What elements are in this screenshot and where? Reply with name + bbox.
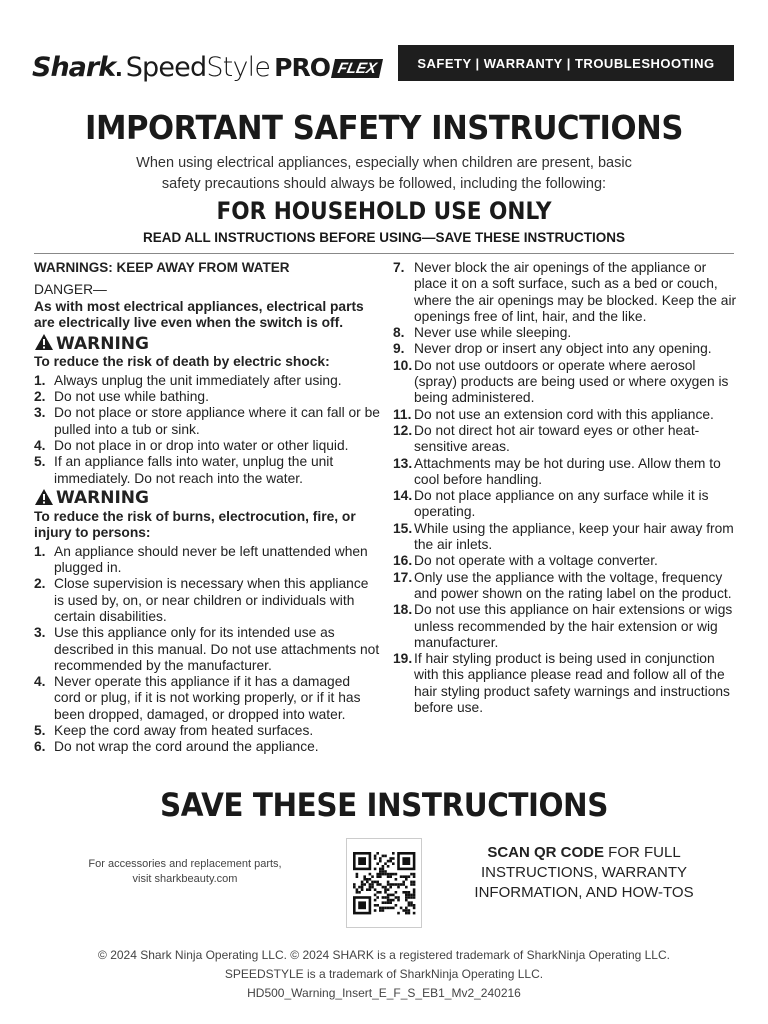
list-item-number: 15. xyxy=(393,520,413,536)
brand-speed: Speed xyxy=(125,52,207,83)
warning-1-subtitle: To reduce the risk of death by electric shock: xyxy=(34,354,330,370)
list-item xyxy=(393,456,738,489)
list-item-number: 9. xyxy=(393,341,405,357)
warning-heading-2: WARNING xyxy=(34,488,380,509)
list-item-text: Never drop or insert any object into any opening. xyxy=(414,341,712,357)
list-item-number: 2. xyxy=(34,576,46,592)
qr-code-icon xyxy=(352,843,416,923)
list-item xyxy=(393,423,738,456)
left-column xyxy=(34,260,380,756)
list-item-text: If hair styling product is being used in conjunction with this appliance please read and follow all of the hair styling product safety warnings and instructions before use. xyxy=(414,651,730,716)
warning-triangle-icon xyxy=(34,488,54,509)
list-item-text: Keep the cord away from heated surfaces. xyxy=(54,723,314,739)
list-item xyxy=(34,373,380,389)
list-item xyxy=(34,405,380,438)
list-item-text: Do not direct hot air toward eyes or other heat-sensitive areas. xyxy=(414,422,700,455)
list-item xyxy=(34,389,380,405)
list-item xyxy=(393,358,738,407)
list-item xyxy=(393,602,738,651)
list-item-text: Do not use this appliance on hair extensions or wigs unless recommended by the hair extension or wig manufacturer. xyxy=(414,602,733,650)
list-item-number: 19. xyxy=(393,651,413,667)
list-item-number: 3. xyxy=(34,625,46,641)
list-item-text: Do not wrap the cord around the appliance. xyxy=(54,739,319,755)
list-item xyxy=(34,544,380,577)
household-use-heading: FOR HOUSEHOLD USE ONLY xyxy=(216,197,552,225)
water-warning-heading: WARNINGS: KEEP AWAY FROM WATER xyxy=(34,260,290,275)
list-item xyxy=(34,674,380,723)
list-item-text: Do not place in or drop into water or other liquid. xyxy=(54,437,349,453)
list-item-text: Do not operate with a voltage converter. xyxy=(414,553,658,569)
brand-flex-badge: FLEX xyxy=(331,59,383,78)
list-item-text: Do not place appliance on any surface while it is operating. xyxy=(414,488,709,520)
right-column xyxy=(393,260,738,716)
list-item-number: 13. xyxy=(393,455,413,471)
brand-pro: PRO xyxy=(274,53,330,82)
accessories-note: For accessories and replacement parts, visit sharkbeauty.com xyxy=(88,858,282,885)
read-all-notice: READ ALL INSTRUCTIONS BEFORE USING—SAVE THESE INSTRUCTIONS xyxy=(142,230,626,245)
safety-list-continued xyxy=(393,260,738,716)
list-item-number: 16. xyxy=(393,553,413,569)
danger-text: As with most electrical appliances, electrical parts are electrically live even when the switch is off. xyxy=(34,298,364,330)
list-item-number: 17. xyxy=(393,569,413,585)
brand-logo: Shark . Speed Style PRO FLEX xyxy=(32,52,381,83)
warning-triangle-icon xyxy=(34,333,54,354)
list-item-number: 2. xyxy=(34,389,46,405)
list-item-text: Always unplug the unit immediately after using. xyxy=(54,372,342,388)
warning-heading-1: WARNING xyxy=(34,333,380,354)
list-item-text: Do not use outdoors or operate where aerosol (spray) products are being used or where oxygen is being administered. xyxy=(414,357,729,406)
list-item-text: Close supervision is necessary when this appliance is used by, on, or near children or individuals with certain disabilities. xyxy=(54,576,369,624)
list-item-text: Do not use while bathing. xyxy=(54,389,209,405)
list-item-text: Never block the air openings of the appliance or place it on a soft surface, such as a bed or couch, where the air openings may be blocked. Keep the air openings free of lint, hair, and the like. xyxy=(414,260,737,324)
divider xyxy=(34,253,734,254)
warning-2-subtitle: To reduce the risk of burns, electrocution, fire, or injury to persons: xyxy=(34,509,356,541)
list-item-text: Never use while sleeping. xyxy=(414,325,572,341)
list-item xyxy=(393,488,738,521)
list-item xyxy=(393,521,738,554)
list-item-number: 4. xyxy=(34,674,46,690)
list-item-number: 11. xyxy=(393,406,412,422)
list-item xyxy=(34,576,380,625)
list-item-number: 7. xyxy=(393,260,405,275)
list-item xyxy=(393,260,738,325)
list-item xyxy=(393,570,738,603)
list-item-text: Attachments may be hot during use. Allow them to cool before handling. xyxy=(414,455,721,487)
list-item-text: Only use the appliance with the voltage, frequency and power shown on the rating label on the product. xyxy=(414,569,732,601)
list-item-number: 5. xyxy=(34,723,46,739)
brand-shark: Shark xyxy=(32,52,116,83)
list-item-text: Never operate this appliance if it has a damaged cord or plug, if it is not working properly, or if it has been dropped, damaged, or dropped into water. xyxy=(54,674,361,722)
list-item xyxy=(393,325,738,341)
header xyxy=(32,44,734,84)
list-item-number: 14. xyxy=(393,488,413,504)
scan-qr-text: SCAN QR CODE FOR FULL INSTRUCTIONS, WARRANTY INFORMATION, AND HOW-TOS xyxy=(474,844,694,901)
qr-code[interactable] xyxy=(346,838,422,928)
list-item-number: 18. xyxy=(393,602,413,618)
list-item xyxy=(34,454,380,487)
list-item xyxy=(34,723,380,739)
list-item-text: Do not place or store appliance where it can fall or be pulled into a tub or sink. xyxy=(54,405,380,437)
danger-label: DANGER— xyxy=(34,282,107,298)
list-item xyxy=(393,553,738,569)
list-item-number: 4. xyxy=(34,437,46,453)
list-item-number: 6. xyxy=(34,739,46,755)
list-item xyxy=(34,739,380,755)
list-item xyxy=(34,625,380,674)
list-item-text: If an appliance falls into water, unplug the unit immediately. Do not reach into the water. xyxy=(54,454,334,486)
list-item-number: 1. xyxy=(34,543,46,559)
brand-style: Style xyxy=(206,52,271,83)
list-item-text: While using the appliance, keep your hair away from the air inlets. xyxy=(414,520,734,553)
list-item-number: 1. xyxy=(34,372,46,388)
list-item-number: 12. xyxy=(393,422,413,438)
list-item-number: 8. xyxy=(393,325,405,341)
list-item xyxy=(393,341,738,357)
list-item-text: An appliance should never be left unattended when plugged in. xyxy=(54,543,368,576)
warning-2-list xyxy=(34,544,380,756)
warning-1-list xyxy=(34,373,380,487)
list-item-number: 3. xyxy=(34,405,46,421)
list-item-number: 10. xyxy=(393,357,413,373)
intro-text: When using electrical appliances, especially when children are present, basic safety precautions should always be followed, including the following: xyxy=(136,155,632,192)
list-item-number: 5. xyxy=(34,454,46,470)
list-item-text: Use this appliance only for its intended use as described in this manual. Do not use attachments not recommended by the manufacturer. xyxy=(54,625,380,673)
list-item xyxy=(393,651,738,716)
list-item xyxy=(393,407,738,423)
list-item xyxy=(34,438,380,454)
section-tag-bar: SAFETY | WARRANTY | TROUBLESHOOTING xyxy=(398,45,734,81)
footer-legal: © 2024 Shark Ninja Operating LLC. © 2024 SHARK is a registered trademark of SharkNinja Operating LLC. SPEEDSTYLE is a trademark of SharkNinja Operating LLC. HD500_Warning_Insert_E_F_S_EB1_Mv2_240216 xyxy=(98,948,670,1000)
page-title: IMPORTANT SAFETY INSTRUCTIONS xyxy=(84,108,683,147)
list-item-text: Do not use an extension cord with this appliance. xyxy=(414,406,714,422)
save-instructions-heading: SAVE THESE INSTRUCTIONS xyxy=(160,786,608,824)
